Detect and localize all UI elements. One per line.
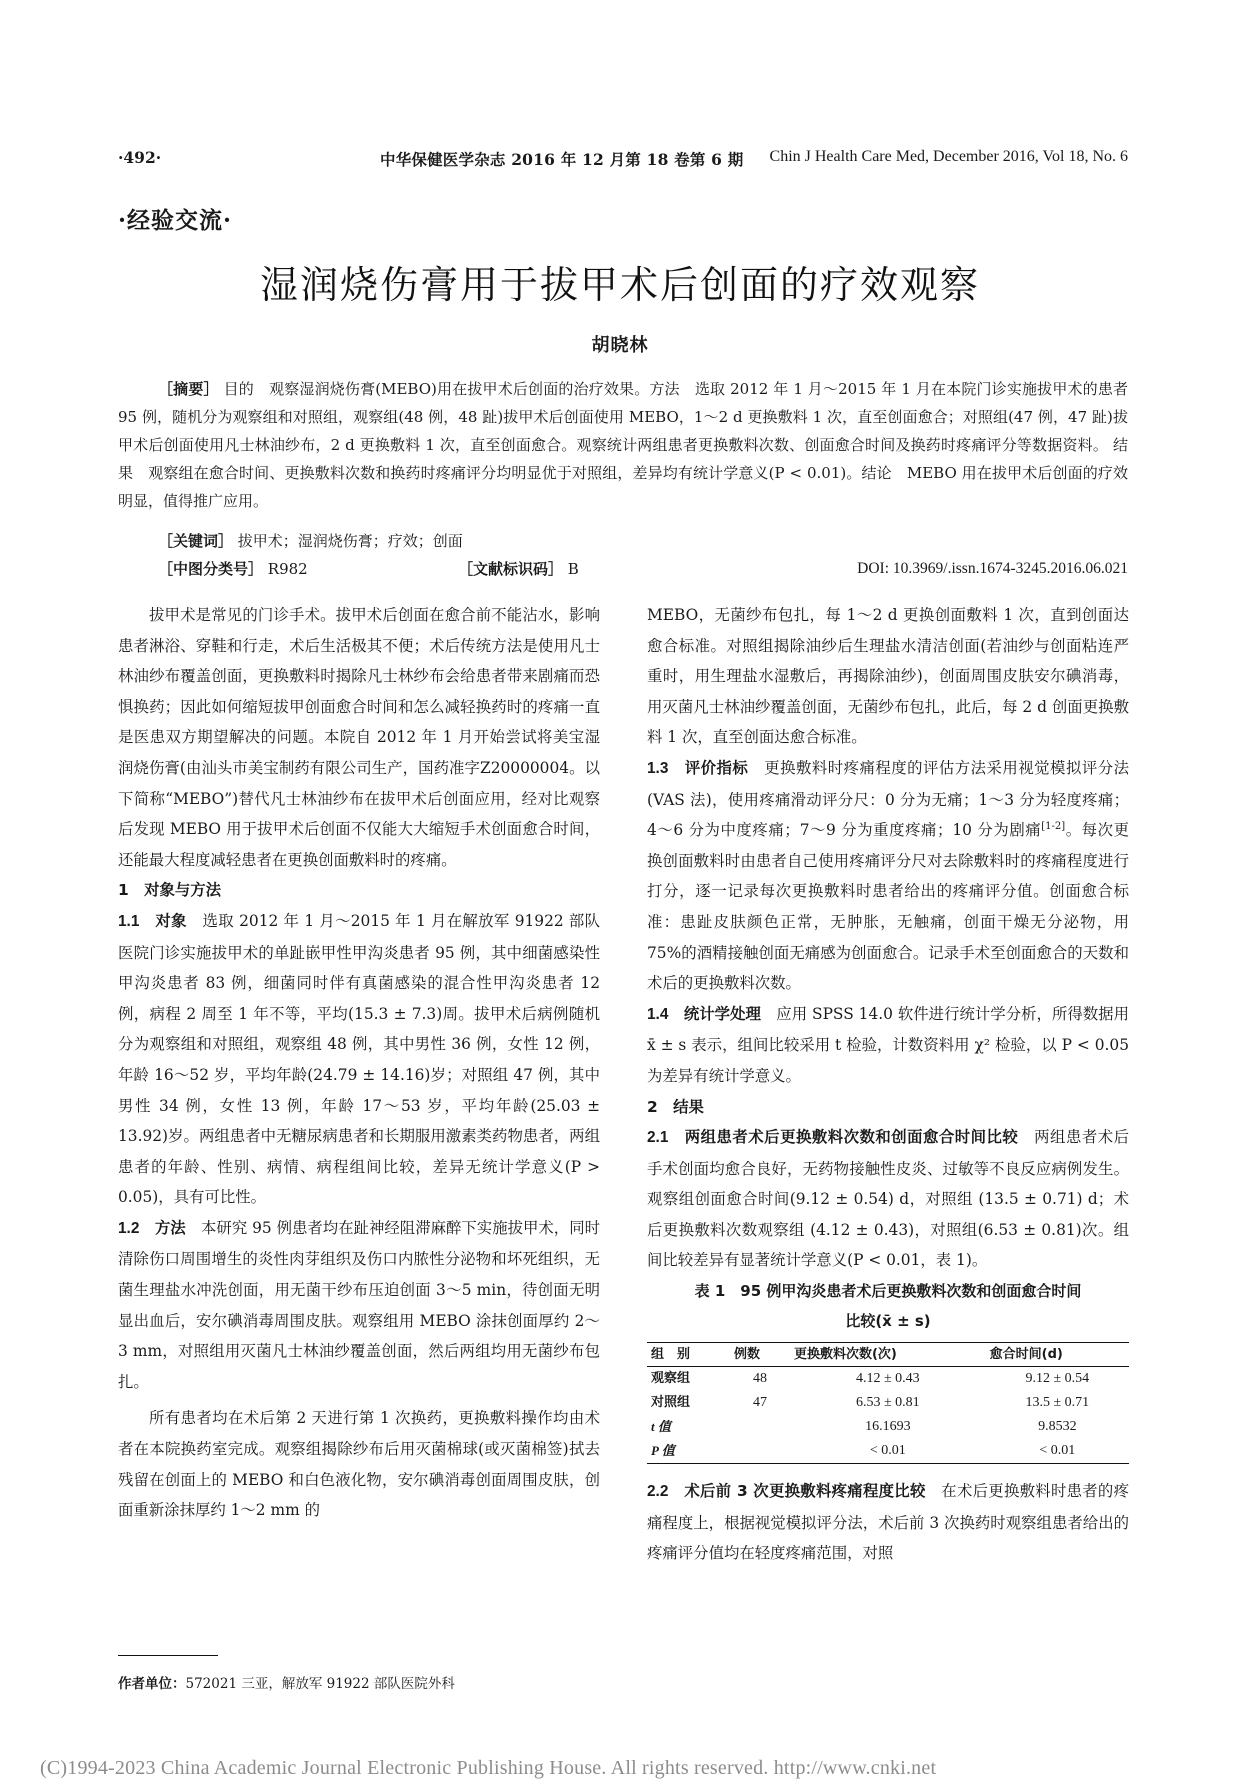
subsection-1-3 [647, 753, 1129, 999]
table-header-cell: 组 别 [647, 1343, 730, 1367]
table-row [647, 1439, 1129, 1464]
abstract [118, 375, 1128, 515]
doc-code-label: ［文献标识码］ [458, 560, 564, 578]
method-continued: MEBO，无菌纱布包扎，每 1～2 d 更换创面敷料 1 次，直到创面达愈合标准。对照组揭除油纱后生理盐水清洁创面(若油纱与创面粘连严重时，用生理盐水湿敷后，再揭除油纱)，创面周围皮肤安尔碘消毒，用灭菌凡士林油纱覆盖创面，无菌纱布包扎，此后，每 2 d 创面更换敷料 1 次，直至创面达愈合标准。 [647, 606, 1129, 747]
author-name: 胡晓林 [591, 335, 649, 356]
section-heading-2: 2 结果 [647, 1097, 704, 1116]
subsection-1-3-number: 1.3 [647, 759, 669, 777]
keywords-text: 拔甲术；湿润烧伤膏；疗效；创面 [233, 532, 463, 550]
table-header-cell: 例数 [730, 1343, 790, 1367]
subsection-1-3-text-a: 更换敷料时疼痛程度的评估方法采用视觉模拟评分法(VAS 法)，使用疼痛滑动评分尺：0 分为无痛；1～3 分为轻度疼痛；4～6 分为中度疼痛；7～9 分为重度疼痛；10 分为剧痛 [647, 758, 1129, 840]
subsection-2-2-text: 在术后更换敷料时患者的疼痛程度上，根据视觉模拟评分法，术后前 3 次换药时观察组患者给出的疼痛评分值均在轻度疼痛范围，对照 [647, 1482, 1129, 1563]
doc-code-value: B [563, 560, 579, 578]
subsection-1-3-text-b: 。每次更换创面敷料时由患者自己使用疼痛评分尺对去除敷料时的疼痛程度进行打分，逐一记录每次更换敷料时患者给出的疼痛评分值。创面愈合标准：患趾皮肤颜色正常，无肿胀，无触痛，创面干燥无分泌物，用 75%的酒精接触创面无痛感为创面愈合。记录手术至创面愈合的天数和术后的更换敷料次数。 [647, 821, 1129, 993]
results-table [647, 1342, 1129, 1464]
keywords-label: ［关键词］ [158, 532, 234, 550]
copyright-notice: (C)1994-2023 China Academic Journal Electronic Publishing House. All rights reserved. http://www.cnki.net [40, 1757, 937, 1779]
subsection-2-1-number: 2.1 [647, 1129, 669, 1147]
subsection-1-1-number: 1.1 [118, 912, 140, 930]
table-cell: 47 [752, 1395, 767, 1411]
journal-name-cn: 中华保健医学杂志 2016 年 12 月第 18 卷第 6 期 [380, 150, 744, 169]
table-cell: t 值 [651, 1419, 671, 1435]
table-cell: P 值 [647, 1439, 730, 1464]
table-header-cell: 愈合时间(d) [986, 1343, 1129, 1367]
subsection-1-2 [118, 1213, 600, 1398]
subsection-1-4-text: 应用 SPSS 14.0 软件进行统计学分析，所得数据用 x̄ ± s 表示，组间比较采用 t 检验，计数资料用 χ² 检验，以 P < 0.05 为差异有统计学意义。 [647, 1004, 1129, 1085]
subsection-2-1-title: 两组患者术后更换敷料次数和创面愈合时间比较 [668, 1128, 1019, 1147]
subsection-1-2-text: 本研究 95 例患者均在趾神经阻滞麻醉下实施拔甲术，同时清除伤口周围增生的炎性肉芽组织及伤口内脓性分泌物和坏死组织，无菌生理盐水冲洗创面，用无菌干纱布压迫创面 3～5 min，待创面无明显出血后，安尔碘消毒周围皮肤。观察组用 MEBO 涂抹创面厚约 2～3 mm，对照组用灭菌凡士林油纱覆盖创面，然后两组均用无菌纱布包扎。 [118, 1218, 600, 1391]
table-cell: 16.1693 [865, 1419, 911, 1435]
table-cell: 48 [752, 1371, 767, 1387]
abstract-text: 目的 观察湿润烧伤膏(MEBO)用在拔甲术后创面的治疗效果。方法 选取 2012 年 1 月～2015 年 1 月在本院门诊实施拔甲术的患者 95 例，随机分为观察组和对照组，观察组(48 例，48 趾)拔甲术后创面使用 MEBO，1～2 d 更换敷料 1 次，直至创面愈合；对照组(47 例，47 趾)拔甲术后创面使用凡士林油纱布，2 d 更换敷料 1 次，直至创面愈合。观察统计两组患者更换敷料次数、创面愈合时间及换药时疼痛评分等数据资料。 结果 观察组在愈合时间、更换敷料次数和换药时疼痛评分均明显优于对照组，差异均有统计学意义(P < 0.01)。结论 MEBO 用在拔甲术后创面的疗效明显，值得推广应用。 [118, 380, 1128, 510]
clc-value: R982 [263, 560, 308, 578]
article-title: 湿润烧伤膏用于拔甲术后创面的疗效观察 [259, 263, 980, 307]
table-cell: 4.12 ± 0.43 [855, 1371, 920, 1387]
citation-ref: [1-2] [1041, 821, 1066, 833]
subsection-2-1 [647, 1122, 1129, 1276]
table-row [647, 1391, 1129, 1415]
affiliation-label: 作者单位： [118, 1676, 186, 1692]
author-affiliation [118, 1672, 455, 1692]
table-cell: 对照组 [651, 1395, 691, 1411]
footnote-divider [118, 1655, 218, 1656]
subsection-1-4-title: 统计学处理 [668, 1004, 761, 1023]
subsection-2-2-number: 2.2 [647, 1483, 669, 1501]
table-cell: 9.8532 [1038, 1419, 1077, 1435]
classification-line [158, 556, 1128, 582]
subsection-1-3-title: 评价指标 [668, 758, 749, 777]
method-paragraph-2: 所有患者均在术后第 2 天进行第 1 次换药，更换敷料操作均由术者在本院换药室完成。观察组揭除纱布后用灭菌棉球(或灭菌棉签)拭去残留在创面上的 MEBO 和白色液化物，安尔碘消毒创面周围皮肤，创面重新涂抹厚约 1～2 mm 的 [118, 1409, 600, 1520]
subsection-1-2-title: 方法 [139, 1218, 186, 1237]
subsection-2-2 [647, 1476, 1129, 1569]
table-cell: 观察组 [651, 1371, 691, 1387]
subsection-1-2-number: 1.2 [118, 1219, 140, 1237]
table-row [647, 1367, 1129, 1392]
table-caption-line-1: 表 1 95 例甲沟炎患者术后更换敷料次数和创面愈合时间 [694, 1282, 1082, 1301]
table-header-row [647, 1343, 1129, 1367]
table-cell: 9.12 ± 0.54 [1025, 1371, 1090, 1387]
subsection-1-4 [647, 999, 1129, 1092]
doi: DOI: 10.3969/.issn.1674-3245.2016.06.021 [857, 560, 1128, 577]
table-cell: < 0.01 [986, 1439, 1129, 1464]
clc-number [158, 556, 308, 582]
affiliation-text: 572021 三亚，解放军 91922 部队医院外科 [185, 1676, 455, 1692]
body-left-column [118, 600, 600, 1526]
section-heading-1: 1 对象与方法 [118, 881, 222, 900]
table-cell [730, 1415, 790, 1439]
document-code [458, 556, 579, 582]
journal-name-en: Chin J Health Care Med, December 2016, Vol 18, No. 6 [769, 148, 1128, 165]
body-right-column [647, 600, 1129, 1569]
subsection-2-1-text: 两组患者术后手术创面均愈合良好，无药物接触性皮炎、过敏等不良反应病例发生。观察组创面愈合时间(9.12 ± 0.54) d，对照组 (13.5 ± 0.71) d；术后更换敷料次数观察组 (4.12 ± 0.43)，对照组(6.53 ± 0.81)次。组间比较差异有显著统计学意义(P < 0.01，表 1)。 [647, 1128, 1129, 1270]
subsection-1-1-title: 对象 [139, 911, 187, 930]
column-tag: ·经验交流· [118, 207, 233, 234]
clc-label: ［中图分类号］ [158, 560, 264, 578]
table-cell: < 0.01 [790, 1439, 986, 1464]
page-number: ·492· [118, 148, 162, 167]
table-caption-line-2: 比较(x̄ ± s) [845, 1312, 931, 1331]
keywords [158, 528, 1128, 554]
table-cell: 6.53 ± 0.81 [855, 1395, 920, 1411]
subsection-1-4-number: 1.4 [647, 1005, 669, 1023]
table-caption [647, 1276, 1129, 1336]
subsection-2-2-title: 术后前 3 次更换敷料疼痛程度比较 [668, 1482, 926, 1501]
table-header-cell: 更换敷料次数(次) [790, 1343, 986, 1367]
intro-paragraph: 拔甲术是常见的门诊手术。拔甲术后创面在愈合前不能沾水，影响患者淋浴、穿鞋和行走，术后生活极其不便；术后传统方法是使用凡士林油纱布覆盖创面，更换敷料时揭除凡士林纱布会给患者带来剧痛而恐惧换药；因此如何缩短拔甲创面愈合时间和怎么减轻换药时的疼痛一直是医患双方期望解决的问题。本院自 2012 年 1 月开始尝试将美宝湿润烧伤膏(由汕头市美宝制药有限公司生产，国药准字Z20000004。以下简称“MEBO”)替代凡士林油纱布在拔甲术后创面应用，经对比观察后发现 MEBO 用于拔甲术后创面不仅能大大缩短手术创面愈合时间，还能最大程度减轻患者在更换创面敷料时的疼痛。 [118, 606, 600, 869]
table-row [647, 1415, 1129, 1439]
table-cell [730, 1439, 790, 1464]
subsection-1-1-text: 选取 2012 年 1 月～2015 年 1 月在解放军 91922 部队医院门诊实施拔甲术的单趾嵌甲性甲沟炎患者 95 例，其中细菌感染性甲沟炎患者 83 例，细菌同时伴有真菌感染的混合性甲沟炎患者 12 例，病程 2 周至 1 年不等，平均(15.3 ± 7.3)周。拔甲术后病例随机分为观察组和对照组，观察组 48 例，其中男性 36 例，女性 12 例，年龄 16～52 岁，平均年龄(24.79 ± 14.16)岁；对照组 47 例，其中男性 34 例，女性 13 例，年龄 17～53 岁，平均年龄(25.03 ± 13.92)岁。两组患者中无糖尿病患者和长期服用激素类药物患者，两组患者的年龄、性别、病情、病程组间比较，差异无统计学意义(P > 0.05)，具有可比性。 [118, 911, 600, 1207]
running-head [118, 148, 1128, 176]
abstract-label: ［摘要］ [158, 380, 219, 398]
table-cell: 13.5 ± 0.71 [1025, 1395, 1090, 1411]
subsection-1-1 [118, 906, 600, 1213]
